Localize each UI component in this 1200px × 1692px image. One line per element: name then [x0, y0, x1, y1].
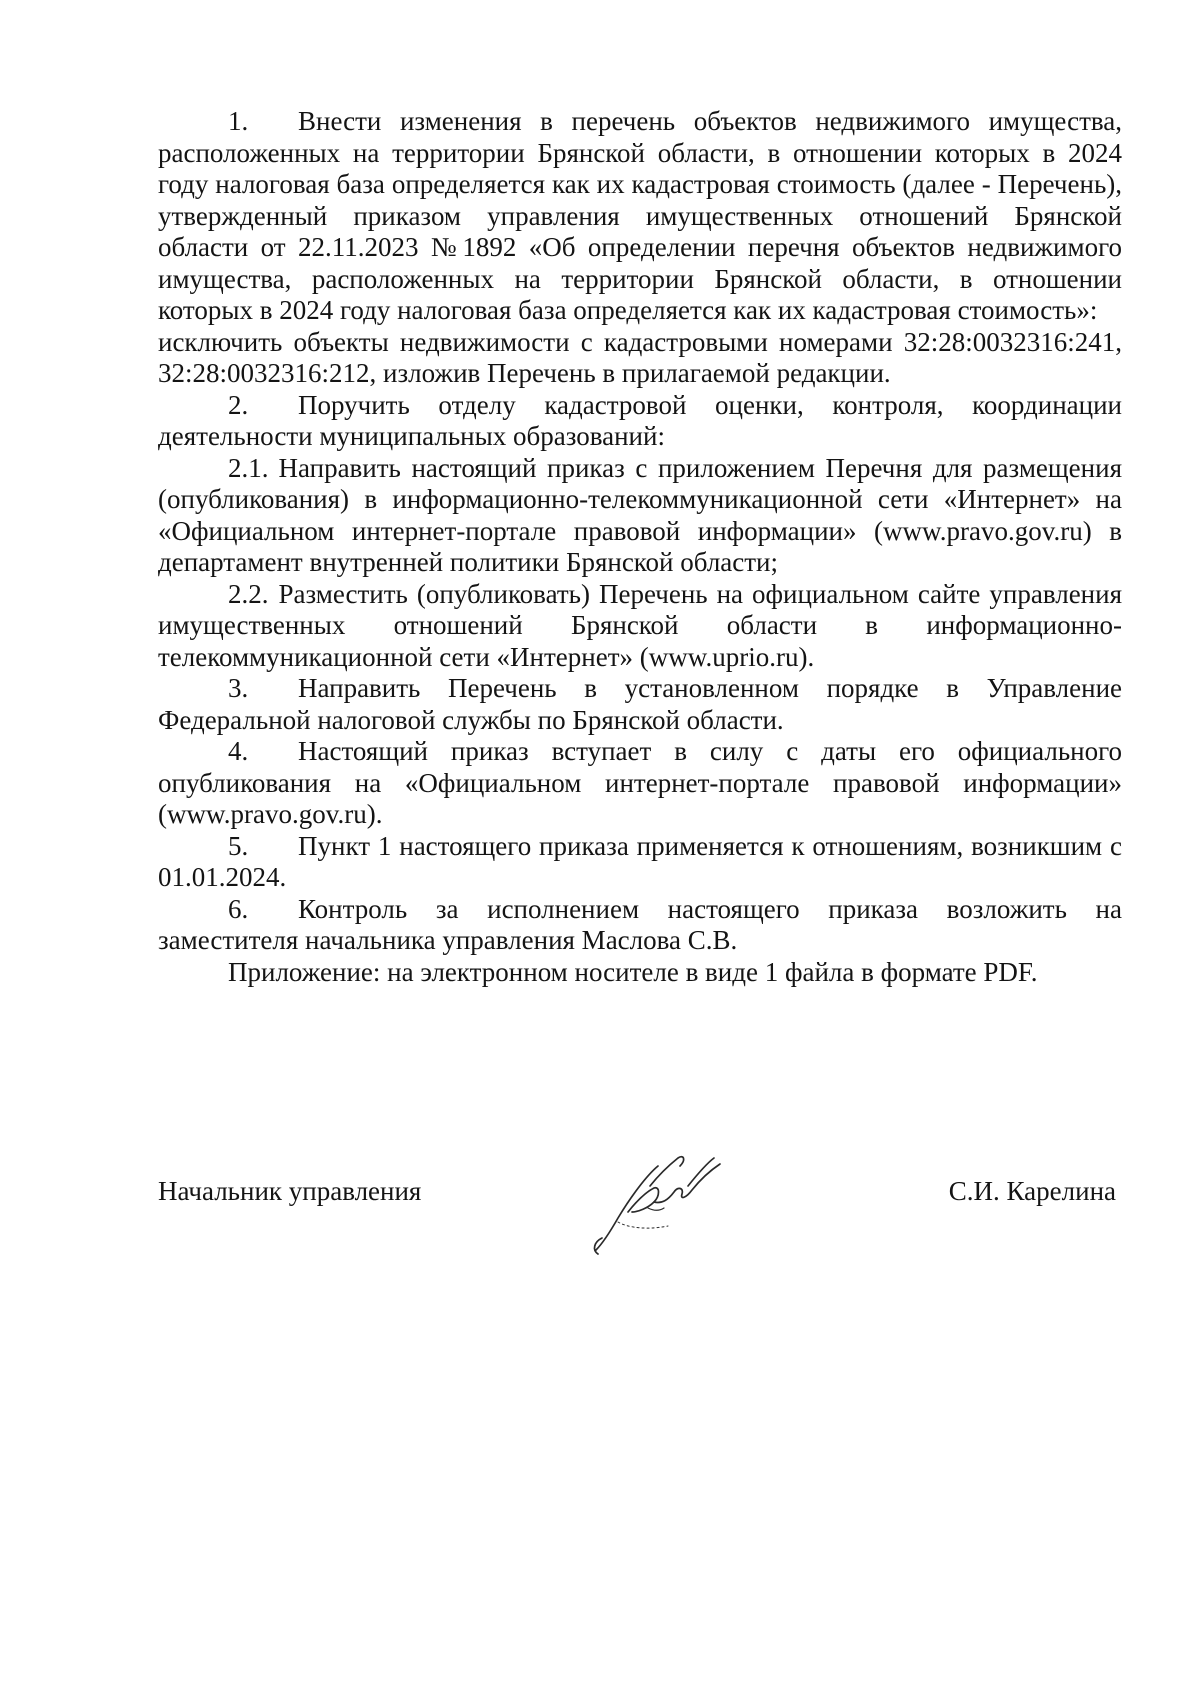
paragraph-2-2	[158, 579, 1122, 674]
attachment-text: Приложение: на электронном носителе в виде 1 файла в формате PDF.	[228, 956, 1038, 987]
attachment-note	[158, 957, 1122, 989]
paragraph-number: 2.	[228, 389, 249, 420]
paragraph-number: 2.2.	[228, 578, 269, 609]
paragraph-text: Контроль за исполнением настоящего приказа возложить на заместителя начальника управления Маслова С.В.	[158, 893, 1122, 955]
paragraph-number: 1.	[228, 106, 249, 136]
paragraph-2-1	[158, 453, 1122, 579]
paragraph-text: Направить настоящий приказ с приложением Перечня для размещения (опубликования) в информационно-телекоммуникационной сети «Интернет» на «Официальном интернет-портале правовой информации» (www.pravo.gov.ru) в департамент внутренней политики Брянской области;	[158, 452, 1122, 577]
paragraph-2	[158, 390, 1122, 453]
paragraph-text: Разместить (опубликовать) Перечень на официальном сайте управления имущественных отношений Брянской области в информационно-телекоммуникационной сети «Интернет» (www.uprio.ru).	[158, 578, 1122, 672]
paragraph-5	[158, 831, 1122, 894]
paragraph-6	[158, 894, 1122, 957]
paragraph-1	[158, 106, 1122, 327]
signer-name: С.И. Карелина	[948, 1176, 1116, 1206]
paragraph-4	[158, 736, 1122, 831]
paragraph-number: 4.	[228, 736, 249, 766]
paragraph-number: 5.	[228, 830, 249, 861]
paragraph-number: 2.1.	[228, 452, 269, 483]
signer-position: Начальник управления	[158, 1176, 422, 1206]
paragraph-text: Пункт 1 настоящего приказа применяется к отношениям, возникшим с 01.01.2024.	[158, 830, 1122, 892]
paragraph-3	[158, 673, 1122, 736]
paragraph-text: Настоящий приказ вступает в силу с даты его официального опубликования на «Официальном интернет-портале правовой информации» (www.pravo.gov.ru).	[158, 736, 1122, 829]
handwritten-signature	[588, 1146, 748, 1258]
paragraph-1-exclusion	[158, 327, 1122, 390]
paragraph-text: Направить Перечень в установленном порядке в Управление Федеральной налоговой службы по Брянской области.	[158, 673, 1122, 735]
paragraph-text: Внести изменения в перечень объектов недвижимого имущества, расположенных на территории Брянской области, в отношении которых в 2024 году налоговая база определяется как их кадастровая стоимость (далее - Перечень), утвержденный приказом управления имущественных отношений Брянской области от 22.11.2023 №1892 «Об определении перечня объектов недвижимого имущества, расположенных на территории Брянской области, в отношении которых в 2024 году налоговая база определяется как их кадастровая стоимость»:	[158, 106, 1122, 325]
order-body	[158, 106, 1122, 988]
paragraph-number: 3.	[228, 673, 249, 703]
paragraph-number: 6.	[228, 893, 249, 924]
paragraph-text: Поручить отделу кадастровой оценки, контроля, координации деятельности муниципальных образований:	[158, 389, 1122, 451]
paragraph-text: исключить объекты недвижимости с кадастровыми номерами 32:28:0032316:241, 32:28:0032316:212, изложив Перечень в прилагаемой редакции.	[158, 326, 1122, 388]
